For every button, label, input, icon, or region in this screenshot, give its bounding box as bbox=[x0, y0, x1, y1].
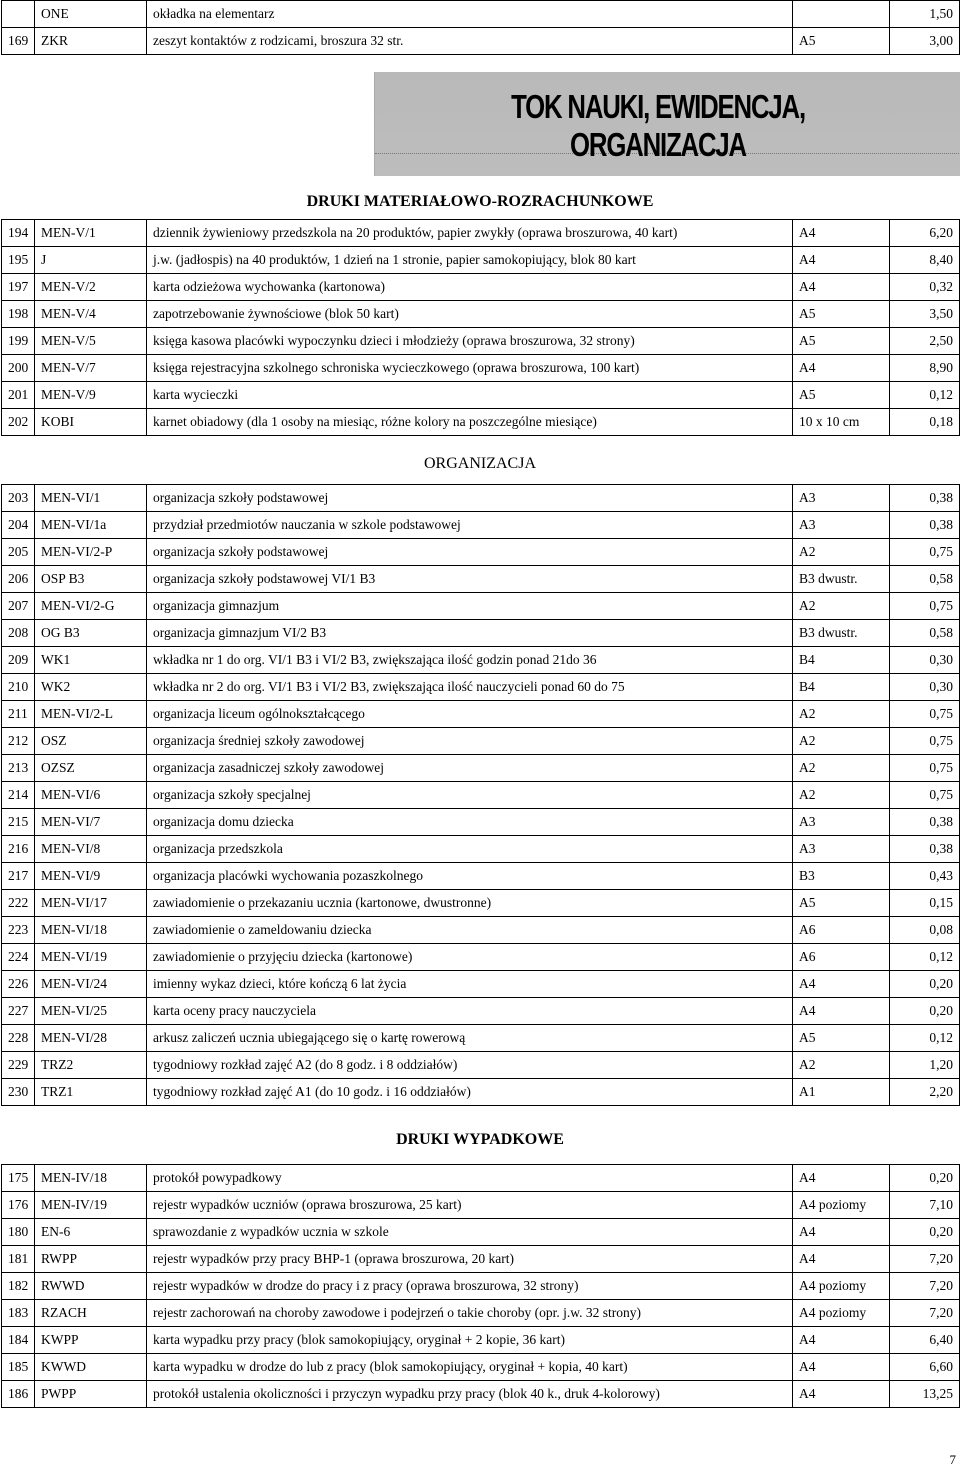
item-code: OG B3 bbox=[35, 620, 147, 647]
item-description: wkładka nr 2 do org. VI/1 B3 i VI/2 B3, zwiększająca ilość nauczycieli ponad 60 do 75 bbox=[147, 674, 793, 701]
item-price: 0,30 bbox=[890, 647, 960, 674]
table-row bbox=[2, 1354, 960, 1381]
table-row bbox=[2, 1300, 960, 1327]
item-format: A4 bbox=[793, 971, 890, 998]
table-row bbox=[2, 274, 960, 301]
item-description: j.w. (jadłospis) na 40 produktów, 1 dzień na 1 stronie, papier samokopiujący, blok 80 kart bbox=[147, 247, 793, 274]
item-description: księga kasowa placówki wypoczynku dzieci i młodzieży (oprawa broszurowa, 32 strony) bbox=[147, 328, 793, 355]
item-number: 209 bbox=[2, 647, 35, 674]
item-format: A2 bbox=[793, 593, 890, 620]
table-row bbox=[2, 382, 960, 409]
item-price: 0,38 bbox=[890, 809, 960, 836]
item-number: 197 bbox=[2, 274, 35, 301]
item-format: B3 dwustr. bbox=[793, 566, 890, 593]
item-format: A3 bbox=[793, 836, 890, 863]
item-description: arkusz zaliczeń ucznia ubiegającego się o kartę rowerową bbox=[147, 1025, 793, 1052]
item-number: 214 bbox=[2, 782, 35, 809]
item-format: A4 bbox=[793, 1327, 890, 1354]
table-row bbox=[2, 647, 960, 674]
table-organizacja bbox=[1, 484, 960, 1106]
item-price: 0,75 bbox=[890, 593, 960, 620]
item-format: A4 bbox=[793, 220, 890, 247]
table-row bbox=[2, 566, 960, 593]
item-format: A4 bbox=[793, 1381, 890, 1408]
item-format: A2 bbox=[793, 728, 890, 755]
item-number: 175 bbox=[2, 1165, 35, 1192]
item-format: A5 bbox=[793, 382, 890, 409]
table-row bbox=[2, 1246, 960, 1273]
item-description: tygodniowy rozkład zajęć A1 (do 10 godz. i 16 oddziałów) bbox=[147, 1079, 793, 1106]
item-code: MEN-IV/18 bbox=[35, 1165, 147, 1192]
page-number: 7 bbox=[949, 1452, 956, 1467]
item-code: PWPP bbox=[35, 1381, 147, 1408]
item-number: 198 bbox=[2, 301, 35, 328]
item-code: MEN-V/7 bbox=[35, 355, 147, 382]
item-number: 204 bbox=[2, 512, 35, 539]
item-description: organizacja liceum ogólnokształcącego bbox=[147, 701, 793, 728]
item-format: A2 bbox=[793, 539, 890, 566]
table-row bbox=[2, 728, 960, 755]
table-row bbox=[2, 755, 960, 782]
banner-title: TOK NAUKI, EWIDENCJA, ORGANIZACJA bbox=[511, 88, 805, 163]
item-description: organizacja gimnazjum VI/2 B3 bbox=[147, 620, 793, 647]
table-row bbox=[2, 1192, 960, 1219]
item-format: A4 bbox=[793, 1165, 890, 1192]
table-row bbox=[2, 1052, 960, 1079]
item-number: 202 bbox=[2, 409, 35, 436]
top-table-body bbox=[2, 1, 960, 55]
item-number: 205 bbox=[2, 539, 35, 566]
item-price: 0,38 bbox=[890, 485, 960, 512]
item-format: A1 bbox=[793, 1079, 890, 1106]
item-code: ZKR bbox=[35, 28, 147, 55]
item-number: 227 bbox=[2, 998, 35, 1025]
item-code: MEN-V/5 bbox=[35, 328, 147, 355]
item-description: tygodniowy rozkład zajęć A2 (do 8 godz. i 8 oddziałów) bbox=[147, 1052, 793, 1079]
item-format: A6 bbox=[793, 917, 890, 944]
table-wypadkowe bbox=[1, 1164, 960, 1408]
table-row bbox=[2, 355, 960, 382]
item-number: 208 bbox=[2, 620, 35, 647]
item-price: 0,75 bbox=[890, 539, 960, 566]
item-description: zeszyt kontaktów z rodzicami, broszura 32 str. bbox=[147, 28, 793, 55]
item-price: 6,20 bbox=[890, 220, 960, 247]
table-row bbox=[2, 28, 960, 55]
item-format: A5 bbox=[793, 301, 890, 328]
item-number: 229 bbox=[2, 1052, 35, 1079]
item-code: OZSZ bbox=[35, 755, 147, 782]
item-format: A4 bbox=[793, 247, 890, 274]
item-code: KWPP bbox=[35, 1327, 147, 1354]
item-code: WK2 bbox=[35, 674, 147, 701]
item-price: 8,90 bbox=[890, 355, 960, 382]
item-format: A3 bbox=[793, 512, 890, 539]
item-price: 6,60 bbox=[890, 1354, 960, 1381]
table-row bbox=[2, 971, 960, 998]
item-number: 199 bbox=[2, 328, 35, 355]
item-price: 2,20 bbox=[890, 1079, 960, 1106]
item-number bbox=[2, 1, 35, 28]
item-description: zawiadomienie o przekazaniu ucznia (kartonowe, dwustronne) bbox=[147, 890, 793, 917]
item-price: 0,30 bbox=[890, 674, 960, 701]
item-description: protokół powypadkowy bbox=[147, 1165, 793, 1192]
table-row bbox=[2, 1273, 960, 1300]
item-number: 185 bbox=[2, 1354, 35, 1381]
item-code: MEN-VI/2-L bbox=[35, 701, 147, 728]
item-price: 7,20 bbox=[890, 1246, 960, 1273]
item-format: A5 bbox=[793, 890, 890, 917]
item-description: organizacja szkoły specjalnej bbox=[147, 782, 793, 809]
table-row bbox=[2, 512, 960, 539]
item-number: 207 bbox=[2, 593, 35, 620]
item-format: A3 bbox=[793, 809, 890, 836]
table-row bbox=[2, 409, 960, 436]
table-row bbox=[2, 701, 960, 728]
item-number: 216 bbox=[2, 836, 35, 863]
table-row bbox=[2, 944, 960, 971]
item-number: 183 bbox=[2, 1300, 35, 1327]
item-price: 3,50 bbox=[890, 301, 960, 328]
item-description: organizacja placówki wychowania pozaszkolnego bbox=[147, 863, 793, 890]
table-row bbox=[2, 809, 960, 836]
item-code: RZACH bbox=[35, 1300, 147, 1327]
item-code: MEN-VI/2-P bbox=[35, 539, 147, 566]
item-price: 0,15 bbox=[890, 890, 960, 917]
item-format: A5 bbox=[793, 1025, 890, 1052]
item-price: 0,20 bbox=[890, 971, 960, 998]
item-code: MEN-VI/2-G bbox=[35, 593, 147, 620]
item-number: 200 bbox=[2, 355, 35, 382]
item-description: rejestr zachorowań na choroby zawodowe i podejrzeń o takie choroby (opr. j.w. 32 strony) bbox=[147, 1300, 793, 1327]
item-price: 0,12 bbox=[890, 944, 960, 971]
item-price: 3,00 bbox=[890, 28, 960, 55]
item-description: organizacja domu dziecka bbox=[147, 809, 793, 836]
item-description: karta wypadku przy pracy (blok samokopiujący, oryginał + 2 kopie, 36 kart) bbox=[147, 1327, 793, 1354]
item-code: MEN-VI/1 bbox=[35, 485, 147, 512]
item-code: MEN-VI/9 bbox=[35, 863, 147, 890]
item-number: 195 bbox=[2, 247, 35, 274]
table-row bbox=[2, 328, 960, 355]
item-description: karta wypadku w drodze do lub z pracy (blok samokopiujący, oryginał + kopia, 40 kart) bbox=[147, 1354, 793, 1381]
item-format: A2 bbox=[793, 701, 890, 728]
table-row bbox=[2, 890, 960, 917]
table-row bbox=[2, 1381, 960, 1408]
item-format: B4 bbox=[793, 674, 890, 701]
table-row bbox=[2, 1, 960, 28]
item-code: MEN-V/1 bbox=[35, 220, 147, 247]
item-price: 0,08 bbox=[890, 917, 960, 944]
item-format: A2 bbox=[793, 782, 890, 809]
item-format: A4 bbox=[793, 1354, 890, 1381]
item-code: MEN-VI/8 bbox=[35, 836, 147, 863]
item-price: 0,58 bbox=[890, 620, 960, 647]
banner-area bbox=[0, 55, 960, 185]
item-number: 194 bbox=[2, 220, 35, 247]
item-number: 212 bbox=[2, 728, 35, 755]
section-title-organizacja: ORGANIZACJA bbox=[424, 455, 536, 472]
item-description: przydział przedmiotów nauczania w szkole podstawowej bbox=[147, 512, 793, 539]
table-row bbox=[2, 593, 960, 620]
item-number: 222 bbox=[2, 890, 35, 917]
section-title-materialowe: DRUKI MATERIAŁOWO-ROZRACHUNKOWE bbox=[306, 193, 654, 210]
item-number: 203 bbox=[2, 485, 35, 512]
item-code: RWWD bbox=[35, 1273, 147, 1300]
table-row bbox=[2, 863, 960, 890]
item-description: rejestr wypadków uczniów (oprawa broszurowa, 25 kart) bbox=[147, 1192, 793, 1219]
item-number: 224 bbox=[2, 944, 35, 971]
item-code: MEN-V/9 bbox=[35, 382, 147, 409]
item-description: karnet obiadowy (dla 1 osoby na miesiąc, różne kolory na poszczególne miesiące) bbox=[147, 409, 793, 436]
item-number: 180 bbox=[2, 1219, 35, 1246]
item-description: rejestr wypadków w drodze do pracy i z pracy (oprawa broszurowa, 32 strony) bbox=[147, 1273, 793, 1300]
item-format: A4 poziomy bbox=[793, 1300, 890, 1327]
item-number: 181 bbox=[2, 1246, 35, 1273]
item-number: 206 bbox=[2, 566, 35, 593]
item-code: MEN-VI/28 bbox=[35, 1025, 147, 1052]
item-description: organizacja zasadniczej szkoły zawodowej bbox=[147, 755, 793, 782]
item-code: MEN-VI/19 bbox=[35, 944, 147, 971]
item-price: 0,12 bbox=[890, 382, 960, 409]
item-price: 0,20 bbox=[890, 1219, 960, 1246]
item-description: organizacja szkoły podstawowej VI/1 B3 bbox=[147, 566, 793, 593]
item-format: A5 bbox=[793, 328, 890, 355]
item-code: KWWD bbox=[35, 1354, 147, 1381]
item-code: EN-6 bbox=[35, 1219, 147, 1246]
item-number: 213 bbox=[2, 755, 35, 782]
item-number: 211 bbox=[2, 701, 35, 728]
item-format: B3 bbox=[793, 863, 890, 890]
table-row bbox=[2, 301, 960, 328]
item-code: MEN-V/4 bbox=[35, 301, 147, 328]
item-code: RWPP bbox=[35, 1246, 147, 1273]
item-price: 0,20 bbox=[890, 1165, 960, 1192]
item-price: 7,20 bbox=[890, 1300, 960, 1327]
item-description: imienny wykaz dzieci, które kończą 6 lat życia bbox=[147, 971, 793, 998]
item-price: 0,75 bbox=[890, 728, 960, 755]
item-code: MEN-VI/25 bbox=[35, 998, 147, 1025]
item-description: zawiadomienie o przyjęciu dziecka (kartonowe) bbox=[147, 944, 793, 971]
table-materialowe bbox=[1, 219, 960, 436]
item-format: A4 bbox=[793, 274, 890, 301]
item-code: TRZ2 bbox=[35, 1052, 147, 1079]
item-format: A4 bbox=[793, 998, 890, 1025]
item-price: 2,50 bbox=[890, 328, 960, 355]
item-description: rejestr wypadków przy pracy BHP-1 (oprawa broszurowa, 20 kart) bbox=[147, 1246, 793, 1273]
item-description: organizacja gimnazjum bbox=[147, 593, 793, 620]
item-format: A2 bbox=[793, 755, 890, 782]
item-number: 186 bbox=[2, 1381, 35, 1408]
item-price: 1,20 bbox=[890, 1052, 960, 1079]
item-description: zawiadomienie o zameldowaniu dziecka bbox=[147, 917, 793, 944]
item-code: ONE bbox=[35, 1, 147, 28]
table-row bbox=[2, 998, 960, 1025]
item-description: organizacja szkoły podstawowej bbox=[147, 485, 793, 512]
item-price: 0,38 bbox=[890, 512, 960, 539]
item-price: 0,38 bbox=[890, 836, 960, 863]
item-code: WK1 bbox=[35, 647, 147, 674]
item-price: 0,75 bbox=[890, 755, 960, 782]
item-description: protokół ustalenia okoliczności i przyczyn wypadku przy pracy (blok 40 k., druk 4-kolorowy) bbox=[147, 1381, 793, 1408]
item-price: 7,10 bbox=[890, 1192, 960, 1219]
item-price: 0,75 bbox=[890, 782, 960, 809]
item-format: A3 bbox=[793, 485, 890, 512]
item-number: 176 bbox=[2, 1192, 35, 1219]
item-format: A4 poziomy bbox=[793, 1192, 890, 1219]
item-code: MEN-VI/18 bbox=[35, 917, 147, 944]
item-description: karta oceny pracy nauczyciela bbox=[147, 998, 793, 1025]
item-code: MEN-VI/6 bbox=[35, 782, 147, 809]
item-format: A2 bbox=[793, 1052, 890, 1079]
table-row bbox=[2, 1327, 960, 1354]
item-code: MEN-V/2 bbox=[35, 274, 147, 301]
item-format: A4 poziomy bbox=[793, 1273, 890, 1300]
table-row bbox=[2, 1079, 960, 1106]
item-description: organizacja średniej szkoły zawodowej bbox=[147, 728, 793, 755]
item-code: MEN-IV/19 bbox=[35, 1192, 147, 1219]
table-row bbox=[2, 247, 960, 274]
item-code: MEN-VI/24 bbox=[35, 971, 147, 998]
item-number: 184 bbox=[2, 1327, 35, 1354]
item-format: 10 x 10 cm bbox=[793, 409, 890, 436]
item-description: księga rejestracyjna szkolnego schroniska wycieczkowego (oprawa broszurowa, 100 kart) bbox=[147, 355, 793, 382]
item-description: organizacja przedszkola bbox=[147, 836, 793, 863]
table-row bbox=[2, 220, 960, 247]
item-code: OSP B3 bbox=[35, 566, 147, 593]
item-price: 0,43 bbox=[890, 863, 960, 890]
item-code: MEN-VI/17 bbox=[35, 890, 147, 917]
item-code: TRZ1 bbox=[35, 1079, 147, 1106]
item-number: 201 bbox=[2, 382, 35, 409]
item-description: karta odzieżowa wychowanka (kartonowa) bbox=[147, 274, 793, 301]
item-description: wkładka nr 1 do org. VI/1 B3 i VI/2 B3, zwiększająca ilość godzin ponad 21do 36 bbox=[147, 647, 793, 674]
item-price: 0,12 bbox=[890, 1025, 960, 1052]
item-number: 223 bbox=[2, 917, 35, 944]
table-row bbox=[2, 1025, 960, 1052]
item-number: 217 bbox=[2, 863, 35, 890]
item-description: organizacja szkoły podstawowej bbox=[147, 539, 793, 566]
section-title-wypadkowe: DRUKI WYPADKOWE bbox=[396, 1131, 564, 1148]
item-code: MEN-VI/1a bbox=[35, 512, 147, 539]
item-format: A4 bbox=[793, 1219, 890, 1246]
item-price: 7,20 bbox=[890, 1273, 960, 1300]
item-format: A4 bbox=[793, 355, 890, 382]
item-number: 210 bbox=[2, 674, 35, 701]
item-description: karta wycieczki bbox=[147, 382, 793, 409]
item-number: 228 bbox=[2, 1025, 35, 1052]
table-row bbox=[2, 836, 960, 863]
section-banner bbox=[374, 72, 960, 176]
item-format: B4 bbox=[793, 647, 890, 674]
item-price: 0,32 bbox=[890, 274, 960, 301]
table-row bbox=[2, 917, 960, 944]
table-row bbox=[2, 620, 960, 647]
item-code: J bbox=[35, 247, 147, 274]
item-number: 230 bbox=[2, 1079, 35, 1106]
top-table bbox=[1, 0, 960, 55]
item-code: OSZ bbox=[35, 728, 147, 755]
item-code: KOBI bbox=[35, 409, 147, 436]
item-format: B3 dwustr. bbox=[793, 620, 890, 647]
item-format: A5 bbox=[793, 28, 890, 55]
item-format: A4 bbox=[793, 1246, 890, 1273]
item-description: zapotrzebowanie żywnościowe (blok 50 kart) bbox=[147, 301, 793, 328]
item-price: 0,20 bbox=[890, 998, 960, 1025]
item-number: 215 bbox=[2, 809, 35, 836]
item-format bbox=[793, 1, 890, 28]
item-number: 169 bbox=[2, 28, 35, 55]
item-price: 6,40 bbox=[890, 1327, 960, 1354]
item-code: MEN-VI/7 bbox=[35, 809, 147, 836]
table-row bbox=[2, 1165, 960, 1192]
table-row bbox=[2, 485, 960, 512]
item-description: dziennik żywieniowy przedszkola na 20 produktów, papier zwykły (oprawa broszurowa, 40 kart) bbox=[147, 220, 793, 247]
item-number: 182 bbox=[2, 1273, 35, 1300]
item-price: 0,58 bbox=[890, 566, 960, 593]
item-price: 1,50 bbox=[890, 1, 960, 28]
item-price: 0,18 bbox=[890, 409, 960, 436]
item-number: 226 bbox=[2, 971, 35, 998]
item-price: 8,40 bbox=[890, 247, 960, 274]
table-row bbox=[2, 674, 960, 701]
table-row bbox=[2, 539, 960, 566]
item-price: 13,25 bbox=[890, 1381, 960, 1408]
item-price: 0,75 bbox=[890, 701, 960, 728]
table-row bbox=[2, 1219, 960, 1246]
item-description: okładka na elementarz bbox=[147, 1, 793, 28]
table-row bbox=[2, 782, 960, 809]
item-format: A6 bbox=[793, 944, 890, 971]
item-description: sprawozdanie z wypadków ucznia w szkole bbox=[147, 1219, 793, 1246]
